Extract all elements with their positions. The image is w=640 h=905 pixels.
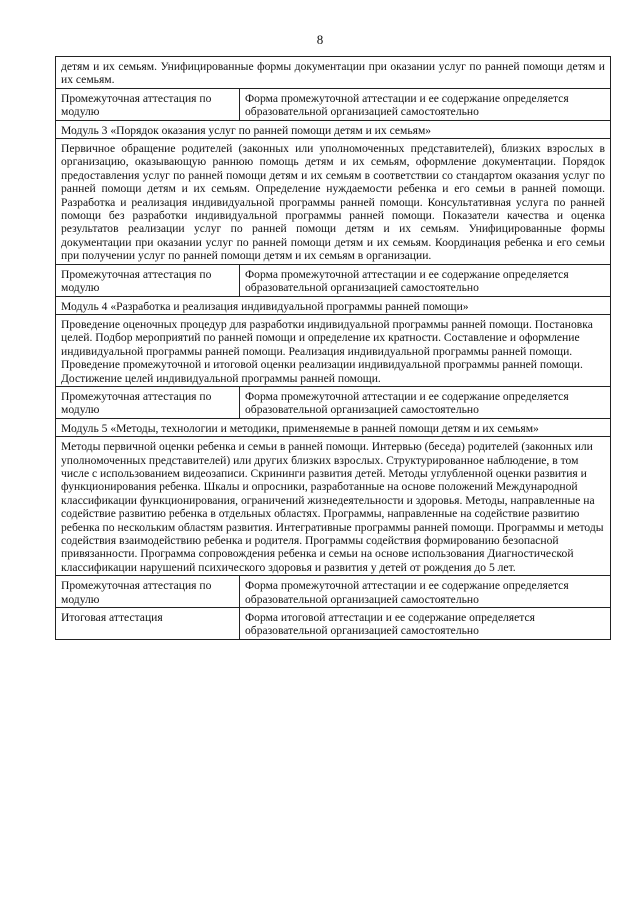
attestation-value: Форма промежуточной аттестации и ее содержание определяется образовательной организацией самостоятельно — [240, 576, 611, 608]
page-number: 8 — [316, 32, 324, 47]
module-content: Первичное обращение родителей (законных или уполномоченных представителей), близких взрослых в организацию, оказывающую раннюю помощь детям и их семьям, оформление документации. Порядок предоставления услуг по ранней помощи детям и их семьям в соответствии со стандартом оказания услуг по ранней помощи детям и их семьям. Определение нуждаемости ребенка и его семьи в ранней помощи. Разработка и реализация индивидуальной программы ранней помощи. Консультативная услуга по ранней помощи без разработки индивидуальной программы ранней помощи. Показатели качества и оценка результатов реализации услуг по ранней помощи детям и их семьям. Унифицированные формы документации при оказании услуг по ранней помощи детям и их семьям. Координация ребенка и его семьи при получении услуг по ранней помощи детям и их семьям в организации. — [56, 139, 611, 265]
module-title: Модуль 3 «Порядок оказания услуг по ранней помощи детям и их семьям» — [56, 120, 611, 138]
program-table — [55, 56, 611, 640]
attestation-label: Промежуточная аттестация по модулю — [56, 576, 240, 608]
table-row — [56, 120, 611, 138]
table-row — [56, 576, 611, 608]
table-row — [56, 264, 611, 296]
table-row — [56, 314, 611, 386]
final-attestation-value: Форма итоговой аттестации и ее содержание определяется образовательной организацией самостоятельно — [240, 608, 611, 640]
attestation-value: Форма промежуточной аттестации и ее содержание определяется образовательной организацией самостоятельно — [240, 88, 611, 120]
attestation-label: Промежуточная аттестация по модулю — [56, 264, 240, 296]
table-row — [56, 57, 611, 89]
table-row — [56, 437, 611, 576]
table-row — [56, 88, 611, 120]
table-row — [56, 608, 611, 640]
module-title: Модуль 5 «Методы, технологии и методики, применяемые в ранней помощи детям и их семьям» — [56, 418, 611, 436]
module-title: Модуль 4 «Разработка и реализация индивидуальной программы ранней помощи» — [56, 296, 611, 314]
table-row — [56, 418, 611, 436]
table-row — [56, 139, 611, 265]
attestation-label: Промежуточная аттестация по модулю — [56, 88, 240, 120]
attestation-value: Форма промежуточной аттестации и ее содержание определяется образовательной организацией самостоятельно — [240, 264, 611, 296]
intro-text: детям и их семьям. Унифицированные формы документации при оказании услуг по ранней помощи детям и их семьям. — [56, 57, 611, 89]
table-row — [56, 296, 611, 314]
attestation-value: Форма промежуточной аттестации и ее содержание определяется образовательной организацией самостоятельно — [240, 386, 611, 418]
module-content: Проведение оценочных процедур для разработки индивидуальной программы ранней помощи. Постановка целей. Подбор мероприятий по ранней помощи и определение их кратности. Составление и оформление индивидуальной программы ранней помощи. Реализация индивидуальной программы ранней помощи. Проведение промежуточной и итоговой оценки реализации индивидуальной программы ранней помощи. Достижение целей индивидуальной программы ранней помощи. — [56, 314, 611, 386]
final-attestation-label: Итоговая аттестация — [56, 608, 240, 640]
attestation-label: Промежуточная аттестация по модулю — [56, 386, 240, 418]
table-row — [56, 386, 611, 418]
module-content: Методы первичной оценки ребенка и семьи в ранней помощи. Интервью (беседа) родителей (законных или уполномоченных представителей) или других близких взрослых. Структурированное наблюдение, в том числе с использованием видеозаписи. Скрининги развития детей. Методы углубленной оценки развития и функционирования ребенка. Шкалы и опросники, разработанные на основе положений Международной классификации функционирования, ограничений жизнедеятельности и здоровья. Методы, направленные на содействие развитию ребенка в отдельных областях. Программы, направленные на содействие развитию ребенка по нескольким областям развития. Интегративные программы ранней помощи. Программы и методы содействия взаимодействию ребенка и родителя. Программы содействия формированию безопасной привязанности. Программа сопровождения ребенка и семьи на основе использования Диагностической классификации нарушений психического здоровья и развития у детей от рождения до 5 лет. — [56, 437, 611, 576]
